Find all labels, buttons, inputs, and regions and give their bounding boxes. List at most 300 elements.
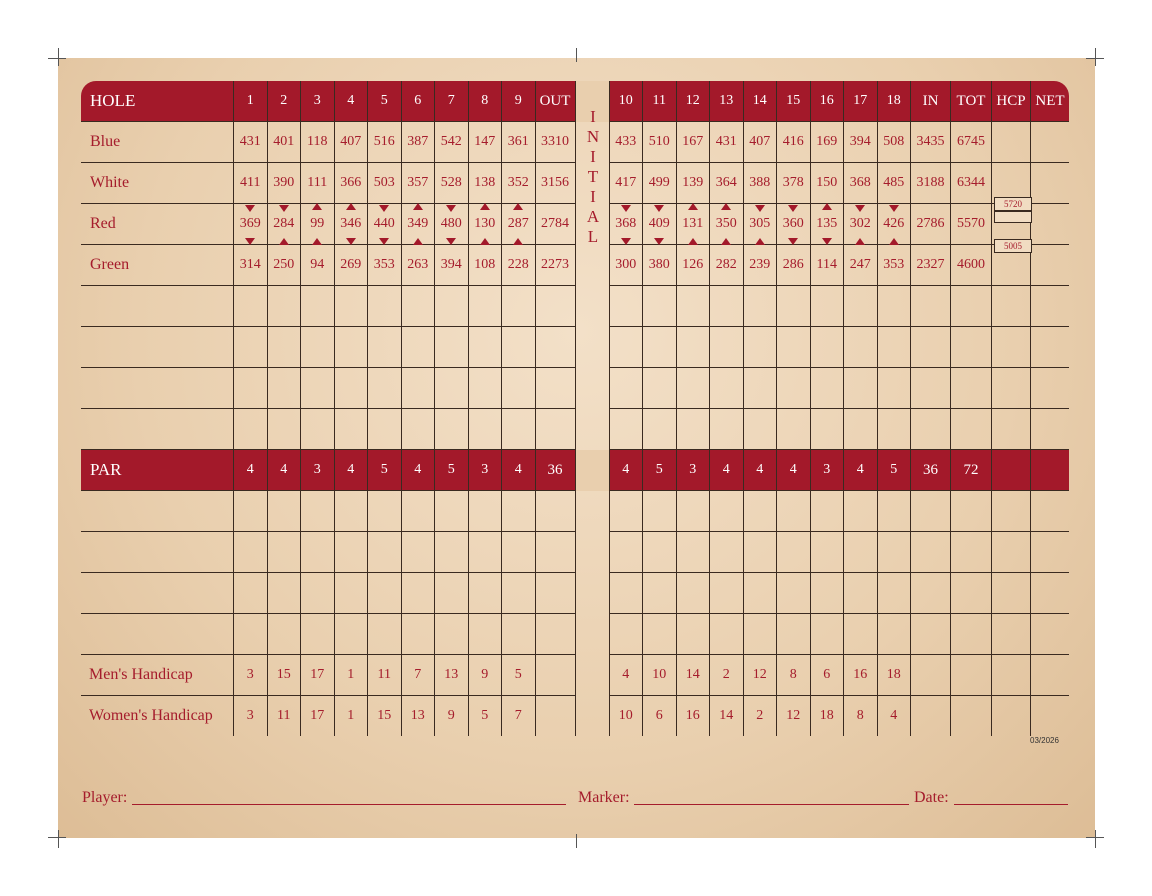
out-score-cell[interactable] xyxy=(535,491,575,532)
handicap-cell: 13 xyxy=(435,655,469,696)
score-cell[interactable] xyxy=(810,573,844,614)
score-cell[interactable] xyxy=(334,286,368,327)
triangle-up-icon xyxy=(688,203,698,210)
score-cell[interactable] xyxy=(502,327,536,368)
player-name-cell[interactable] xyxy=(81,409,234,450)
yardage-cell: 366 xyxy=(334,163,368,204)
score-cell[interactable] xyxy=(710,368,744,409)
handicap-cell: 6 xyxy=(643,696,677,737)
hole-number: 16 xyxy=(810,81,844,122)
score-cell[interactable] xyxy=(267,573,301,614)
yardage-cell: 147 xyxy=(468,122,502,163)
net-cell[interactable] xyxy=(1031,491,1070,532)
score-cell[interactable] xyxy=(844,327,878,368)
yardage-cell: 228 xyxy=(502,245,536,286)
score-cell[interactable] xyxy=(777,327,811,368)
score-cell[interactable] xyxy=(877,409,911,450)
score-cell[interactable] xyxy=(502,532,536,573)
score-cell[interactable] xyxy=(267,327,301,368)
hcp-slot-blank xyxy=(994,211,1032,223)
tot-score-cell[interactable] xyxy=(951,368,992,409)
hcp-cell[interactable] xyxy=(992,614,1031,655)
score-cell[interactable] xyxy=(334,614,368,655)
player-name-cell[interactable] xyxy=(81,286,234,327)
tot-score-cell[interactable] xyxy=(951,286,992,327)
triangle-up-icon xyxy=(513,203,523,210)
score-cell[interactable] xyxy=(777,491,811,532)
player-name-cell[interactable] xyxy=(81,614,234,655)
net-cell[interactable] xyxy=(1031,614,1070,655)
net-cell[interactable] xyxy=(1031,204,1070,245)
score-cell[interactable] xyxy=(267,491,301,532)
score-cell[interactable] xyxy=(877,532,911,573)
player-name-cell[interactable] xyxy=(81,327,234,368)
score-cell[interactable] xyxy=(676,409,710,450)
score-cell[interactable] xyxy=(468,368,502,409)
score-cell[interactable] xyxy=(710,573,744,614)
score-cell[interactable] xyxy=(743,409,777,450)
score-cell[interactable] xyxy=(301,409,335,450)
score-cell[interactable] xyxy=(234,368,268,409)
score-cell[interactable] xyxy=(877,614,911,655)
score-cell[interactable] xyxy=(643,532,677,573)
score-cell[interactable] xyxy=(676,614,710,655)
in-score-cell[interactable] xyxy=(911,368,951,409)
score-cell[interactable] xyxy=(743,286,777,327)
score-cell[interactable] xyxy=(435,573,469,614)
handicap-cell: 8 xyxy=(777,655,811,696)
score-cell[interactable] xyxy=(676,286,710,327)
score-cell[interactable] xyxy=(267,409,301,450)
out-total: 2273 xyxy=(535,245,575,286)
tot-score-cell[interactable] xyxy=(951,532,992,573)
handicap-cell: 15 xyxy=(368,696,402,737)
net-cell[interactable] xyxy=(1031,163,1070,204)
crop-mark xyxy=(58,830,59,848)
score-cell[interactable] xyxy=(435,368,469,409)
handicap-cell: 17 xyxy=(301,696,335,737)
hcp-cell[interactable] xyxy=(992,286,1031,327)
initial-cell[interactable] xyxy=(575,532,609,573)
score-cell[interactable] xyxy=(435,532,469,573)
score-cell[interactable] xyxy=(234,409,268,450)
score-cell[interactable] xyxy=(777,286,811,327)
score-cell[interactable] xyxy=(643,614,677,655)
score-cell[interactable] xyxy=(743,532,777,573)
out-total: 3156 xyxy=(535,163,575,204)
score-cell[interactable] xyxy=(234,532,268,573)
score-cell[interactable] xyxy=(334,327,368,368)
handicap-cell: 13 xyxy=(401,696,435,737)
score-cell[interactable] xyxy=(468,573,502,614)
net-label: NET xyxy=(1031,81,1070,122)
score-cell[interactable] xyxy=(401,327,435,368)
hcp-cell[interactable] xyxy=(992,409,1031,450)
net-cell[interactable] xyxy=(1031,327,1070,368)
score-cell[interactable] xyxy=(877,368,911,409)
score-cell[interactable] xyxy=(844,409,878,450)
handicap-cell: 18 xyxy=(877,655,911,696)
score-cell[interactable] xyxy=(334,491,368,532)
score-cell[interactable] xyxy=(301,573,335,614)
score-cell[interactable] xyxy=(368,327,402,368)
handicap-cell: 6 xyxy=(810,655,844,696)
score-cell[interactable] xyxy=(777,573,811,614)
yardage-cell: 368 xyxy=(844,163,878,204)
par-cell: 4 xyxy=(777,450,811,491)
score-cell[interactable] xyxy=(301,532,335,573)
score-cell[interactable] xyxy=(267,614,301,655)
in-score-cell[interactable] xyxy=(911,532,951,573)
handicap-cell: 7 xyxy=(502,696,536,737)
yardage-cell: 269 xyxy=(334,245,368,286)
triangle-up-icon xyxy=(822,203,832,210)
par-cell: 3 xyxy=(301,450,335,491)
par-cell: 5 xyxy=(877,450,911,491)
handicap-cell: 7 xyxy=(401,655,435,696)
score-cell[interactable] xyxy=(643,409,677,450)
score-cell[interactable] xyxy=(743,368,777,409)
score-cell[interactable] xyxy=(777,409,811,450)
score-cell[interactable] xyxy=(502,573,536,614)
tot-score-cell[interactable] xyxy=(951,573,992,614)
yardage-cell: 369 xyxy=(234,204,268,245)
par-cell: 4 xyxy=(743,450,777,491)
score-cell[interactable] xyxy=(643,327,677,368)
score-cell[interactable] xyxy=(710,614,744,655)
handicap-cell: 18 xyxy=(810,696,844,737)
score-cell[interactable] xyxy=(368,614,402,655)
in-score-cell[interactable] xyxy=(911,286,951,327)
score-cell[interactable] xyxy=(877,327,911,368)
yardage-cell: 440 xyxy=(368,204,402,245)
triangle-down-icon xyxy=(755,205,765,212)
score-cell[interactable] xyxy=(502,614,536,655)
tot-score-cell[interactable] xyxy=(951,327,992,368)
out-score-cell[interactable] xyxy=(535,573,575,614)
crop-mark xyxy=(48,837,66,838)
score-cell[interactable] xyxy=(844,368,878,409)
in-score-cell[interactable] xyxy=(911,614,951,655)
yardage-cell: 138 xyxy=(468,163,502,204)
net-cell[interactable] xyxy=(1031,573,1070,614)
initial-cell[interactable] xyxy=(575,573,609,614)
yardage-cell: 247 xyxy=(844,245,878,286)
score-cell[interactable] xyxy=(301,286,335,327)
score-cell[interactable] xyxy=(368,532,402,573)
score-cell[interactable] xyxy=(743,491,777,532)
hole-number: 15 xyxy=(777,81,811,122)
score-cell[interactable] xyxy=(810,409,844,450)
score-cell[interactable] xyxy=(234,491,268,532)
score-cell[interactable] xyxy=(234,327,268,368)
handicap-cell: 1 xyxy=(334,696,368,737)
handicap-cell: 1 xyxy=(334,655,368,696)
grand-total: 6745 xyxy=(951,122,992,163)
initial-column xyxy=(575,450,609,491)
crop-mark xyxy=(48,58,66,59)
score-cell[interactable] xyxy=(609,573,643,614)
net-cell[interactable] xyxy=(1031,245,1070,286)
score-cell[interactable] xyxy=(502,286,536,327)
tee-row-red xyxy=(81,204,1070,245)
score-cell[interactable] xyxy=(435,614,469,655)
score-cell[interactable] xyxy=(267,368,301,409)
hole-header-row xyxy=(81,81,1070,122)
initial-letter: N xyxy=(586,127,600,146)
scorecard-table xyxy=(80,80,1070,737)
in-score-cell[interactable] xyxy=(911,327,951,368)
score-cell[interactable] xyxy=(401,409,435,450)
yardage-cell: 250 xyxy=(267,245,301,286)
yardage-cell: 388 xyxy=(743,163,777,204)
yardage-cell: 239 xyxy=(743,245,777,286)
score-cell[interactable] xyxy=(844,573,878,614)
score-cell[interactable] xyxy=(643,286,677,327)
score-cell[interactable] xyxy=(609,327,643,368)
hcp-cell[interactable] xyxy=(992,573,1031,614)
yardage-cell: 305 xyxy=(743,204,777,245)
score-cell[interactable] xyxy=(468,491,502,532)
hcp-cell[interactable] xyxy=(992,122,1031,163)
crop-mark xyxy=(576,48,577,62)
score-cell[interactable] xyxy=(810,491,844,532)
player-name-cell[interactable] xyxy=(81,532,234,573)
out-score-cell[interactable] xyxy=(535,368,575,409)
score-cell[interactable] xyxy=(301,614,335,655)
score-cell[interactable] xyxy=(810,286,844,327)
handicap-cell: 5 xyxy=(502,655,536,696)
score-cell[interactable] xyxy=(810,368,844,409)
net-cell[interactable] xyxy=(1031,286,1070,327)
score-cell[interactable] xyxy=(643,491,677,532)
hcp-cell[interactable] xyxy=(992,368,1031,409)
initial-cell[interactable] xyxy=(575,327,609,368)
score-cell[interactable] xyxy=(609,409,643,450)
womens-handicap-row xyxy=(81,696,1070,737)
score-cell[interactable] xyxy=(234,286,268,327)
yardage-cell: 431 xyxy=(234,122,268,163)
score-cell[interactable] xyxy=(334,409,368,450)
score-cell[interactable] xyxy=(810,614,844,655)
hcp-cell[interactable] xyxy=(992,491,1031,532)
score-cell[interactable] xyxy=(401,614,435,655)
yardage-cell: 426 xyxy=(877,204,911,245)
score-cell[interactable] xyxy=(877,491,911,532)
score-cell[interactable] xyxy=(468,286,502,327)
date-line[interactable] xyxy=(954,804,1068,805)
score-cell[interactable] xyxy=(401,491,435,532)
net-cell[interactable] xyxy=(1031,368,1070,409)
score-cell[interactable] xyxy=(368,491,402,532)
score-cell[interactable] xyxy=(468,327,502,368)
par-label: PAR xyxy=(81,450,234,491)
yardage-cell: 135 xyxy=(810,204,844,245)
score-cell[interactable] xyxy=(468,409,502,450)
score-cell[interactable] xyxy=(435,286,469,327)
score-cell[interactable] xyxy=(676,368,710,409)
score-cell[interactable] xyxy=(301,368,335,409)
initial-letter: I xyxy=(590,187,596,206)
score-cell[interactable] xyxy=(609,368,643,409)
tot-score-cell[interactable] xyxy=(951,409,992,450)
in-score-cell[interactable] xyxy=(911,409,951,450)
hole-number: 9 xyxy=(502,81,536,122)
player-score-row xyxy=(81,327,1070,368)
score-cell[interactable] xyxy=(368,368,402,409)
score-cell[interactable] xyxy=(676,491,710,532)
par-cell: 4 xyxy=(334,450,368,491)
score-cell[interactable] xyxy=(609,286,643,327)
triangle-down-icon xyxy=(279,205,289,212)
score-cell[interactable] xyxy=(502,409,536,450)
score-cell[interactable] xyxy=(435,491,469,532)
card-code: 03/2026 xyxy=(1030,736,1059,745)
yardage-cell: 431 xyxy=(710,122,744,163)
score-cell[interactable] xyxy=(844,532,878,573)
initial-cell[interactable] xyxy=(575,491,609,532)
score-cell[interactable] xyxy=(401,368,435,409)
score-cell[interactable] xyxy=(502,491,536,532)
net-cell[interactable] xyxy=(1031,532,1070,573)
out-score-cell[interactable] xyxy=(535,286,575,327)
score-cell[interactable] xyxy=(368,409,402,450)
hcp-slot-red: 5720 xyxy=(994,197,1032,211)
score-cell[interactable] xyxy=(468,532,502,573)
score-cell[interactable] xyxy=(643,573,677,614)
score-cell[interactable] xyxy=(609,614,643,655)
in-score-cell[interactable] xyxy=(911,491,951,532)
tot-score-cell[interactable] xyxy=(951,491,992,532)
par-cell: 4 xyxy=(267,450,301,491)
score-cell[interactable] xyxy=(234,614,268,655)
out-score-cell[interactable] xyxy=(535,327,575,368)
score-cell[interactable] xyxy=(234,573,268,614)
player-name-cell[interactable] xyxy=(81,368,234,409)
score-cell[interactable] xyxy=(368,286,402,327)
in-label: IN xyxy=(911,81,951,122)
hole-number: 14 xyxy=(743,81,777,122)
handicap-cell: 12 xyxy=(777,696,811,737)
score-cell[interactable] xyxy=(710,491,744,532)
score-cell[interactable] xyxy=(609,532,643,573)
handicap-cell: 8 xyxy=(844,696,878,737)
par-cell: 5 xyxy=(368,450,402,491)
yardage-cell: 353 xyxy=(368,245,402,286)
score-cell[interactable] xyxy=(810,327,844,368)
player-signature-line[interactable] xyxy=(132,804,566,805)
initial-cell[interactable] xyxy=(575,368,609,409)
hole-number: 3 xyxy=(301,81,335,122)
yardage-cell: 510 xyxy=(643,122,677,163)
out-score-cell[interactable] xyxy=(535,409,575,450)
score-cell[interactable] xyxy=(710,532,744,573)
score-cell[interactable] xyxy=(777,614,811,655)
score-cell[interactable] xyxy=(710,327,744,368)
grand-total: 5570 xyxy=(951,204,992,245)
score-cell[interactable] xyxy=(368,573,402,614)
score-cell[interactable] xyxy=(401,532,435,573)
score-cell[interactable] xyxy=(743,614,777,655)
handicap-cell: 14 xyxy=(710,696,744,737)
score-cell[interactable] xyxy=(301,327,335,368)
score-cell[interactable] xyxy=(401,573,435,614)
yardage-cell: 357 xyxy=(401,163,435,204)
player-score-row xyxy=(81,573,1070,614)
score-cell[interactable] xyxy=(676,532,710,573)
in-score-cell[interactable] xyxy=(911,573,951,614)
initial-column-label xyxy=(576,107,610,247)
yardage-cell: 480 xyxy=(435,204,469,245)
score-cell[interactable] xyxy=(844,491,878,532)
hole-number: 4 xyxy=(334,81,368,122)
score-cell[interactable] xyxy=(267,532,301,573)
score-cell[interactable] xyxy=(609,491,643,532)
score-cell[interactable] xyxy=(743,327,777,368)
par-cell: 3 xyxy=(810,450,844,491)
score-cell[interactable] xyxy=(743,573,777,614)
tot-score-cell[interactable] xyxy=(951,614,992,655)
score-cell[interactable] xyxy=(844,614,878,655)
yardage-cell: 364 xyxy=(710,163,744,204)
score-cell[interactable] xyxy=(435,327,469,368)
triangle-up-icon xyxy=(413,203,423,210)
handicap-cell: 11 xyxy=(267,696,301,737)
out-score-cell[interactable] xyxy=(535,532,575,573)
score-cell[interactable] xyxy=(810,532,844,573)
marker-signature-line[interactable] xyxy=(634,804,909,805)
score-cell[interactable] xyxy=(844,286,878,327)
initial-cell[interactable] xyxy=(575,614,609,655)
score-cell[interactable] xyxy=(334,532,368,573)
out-score-cell[interactable] xyxy=(535,614,575,655)
score-cell[interactable] xyxy=(643,368,677,409)
initial-cell[interactable] xyxy=(575,409,609,450)
score-cell[interactable] xyxy=(877,573,911,614)
score-cell[interactable] xyxy=(877,286,911,327)
yardage-cell: 108 xyxy=(468,245,502,286)
score-cell[interactable] xyxy=(301,491,335,532)
yardage-cell: 394 xyxy=(435,245,469,286)
score-cell[interactable] xyxy=(710,409,744,450)
yardage-cell: 499 xyxy=(643,163,677,204)
yardage-cell: 131 xyxy=(676,204,710,245)
initial-column xyxy=(575,696,609,737)
net-cell[interactable] xyxy=(1031,409,1070,450)
score-cell[interactable] xyxy=(401,286,435,327)
player-name-cell[interactable] xyxy=(81,573,234,614)
tot-label: TOT xyxy=(951,81,992,122)
initial-cell[interactable] xyxy=(575,286,609,327)
score-cell[interactable] xyxy=(334,573,368,614)
score-cell[interactable] xyxy=(468,614,502,655)
score-cell[interactable] xyxy=(777,532,811,573)
hcp-cell[interactable] xyxy=(992,532,1031,573)
score-cell[interactable] xyxy=(334,368,368,409)
net-cell[interactable] xyxy=(1031,122,1070,163)
hcp-cell[interactable] xyxy=(992,327,1031,368)
yardage-cell: 411 xyxy=(234,163,268,204)
score-cell[interactable] xyxy=(676,327,710,368)
player-name-cell[interactable] xyxy=(81,491,234,532)
score-cell[interactable] xyxy=(435,409,469,450)
score-cell[interactable] xyxy=(777,368,811,409)
score-cell[interactable] xyxy=(710,286,744,327)
in-cell xyxy=(911,655,951,696)
score-cell[interactable] xyxy=(676,573,710,614)
score-cell[interactable] xyxy=(267,286,301,327)
score-cell[interactable] xyxy=(502,368,536,409)
